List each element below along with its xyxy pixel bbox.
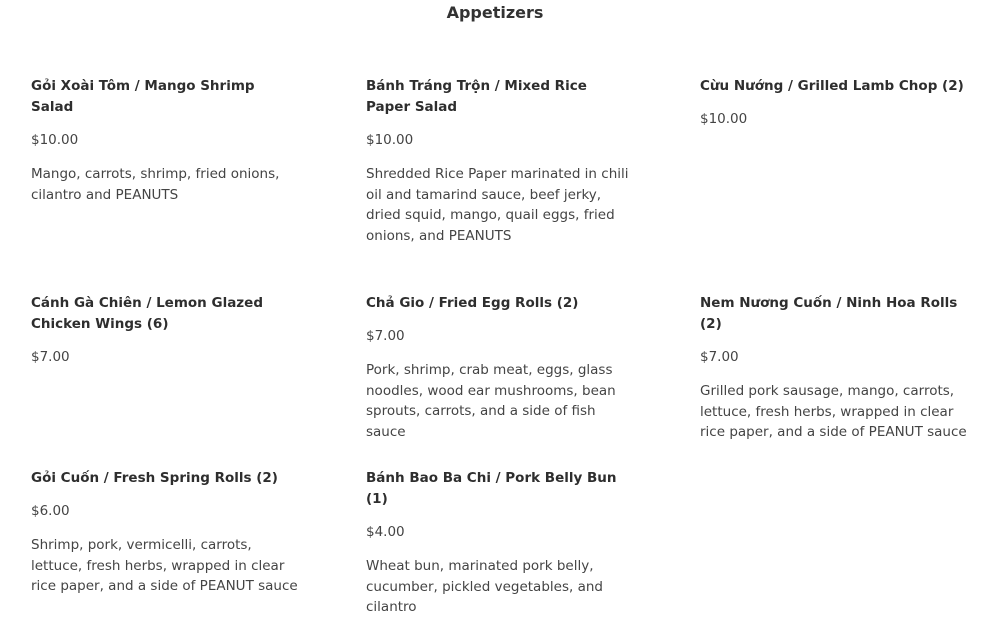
item-description: Shrimp, pork, vermicelli, carrots, lettuce, fresh herbs, wrapped in clear rice paper, and a side of PEANUT sauce bbox=[31, 537, 298, 595]
item-price: $10.00 bbox=[366, 132, 414, 148]
menu-item bbox=[366, 468, 634, 618]
item-price: $4.00 bbox=[366, 524, 405, 540]
item-description: Shredded Rice Paper marinated in chili oil and tamarind sauce, beef jerky, dried squid, mango, quail eggs, fried onions, and PEANUTS bbox=[366, 166, 629, 245]
item-price: $7.00 bbox=[700, 349, 739, 365]
item-price: $6.00 bbox=[31, 503, 70, 519]
item-description: Pork, shrimp, crab meat, eggs, glass noodles, wood ear mushrooms, bean sprouts, carrots, and a side of fish sauce bbox=[366, 362, 616, 441]
item-name: Cánh Gà Chiên / Lemon Glazed Chicken Wings (6) bbox=[31, 295, 263, 332]
item-name: Bánh Bao Ba Chi / Pork Belly Bun (1) bbox=[366, 470, 617, 507]
section-title: Appetizers bbox=[446, 3, 544, 22]
item-name: Chả Gio / Fried Egg Rolls (2) bbox=[366, 295, 579, 311]
item-price: $7.00 bbox=[31, 349, 70, 365]
item-name: Gỏi Cuốn / Fresh Spring Rolls (2) bbox=[31, 470, 278, 486]
item-name: Nem Nương Cuốn / Ninh Hoa Rolls (2) bbox=[700, 295, 958, 332]
item-description: Grilled pork sausage, mango, carrots, lettuce, fresh herbs, wrapped in clear rice paper, and a side of PEANUT sauce bbox=[700, 383, 967, 441]
menu-item bbox=[700, 293, 968, 443]
menu-item bbox=[31, 468, 299, 597]
menu-item bbox=[366, 293, 634, 443]
item-price: $7.00 bbox=[366, 328, 405, 344]
menu-item bbox=[700, 76, 968, 129]
item-name: Gỏi Xoài Tôm / Mango Shrimp Salad bbox=[31, 78, 255, 115]
item-price: $10.00 bbox=[31, 132, 79, 148]
item-name: Cừu Nướng / Grilled Lamb Chop (2) bbox=[700, 78, 964, 94]
item-name: Bánh Tráng Trộn / Mixed Rice Paper Salad bbox=[366, 78, 587, 115]
item-description: Mango, carrots, shrimp, fried onions, cilantro and PEANUTS bbox=[31, 166, 280, 203]
item-description: Wheat bun, marinated pork belly, cucumber, pickled vegetables, and cilantro bbox=[366, 558, 603, 616]
menu-item bbox=[366, 76, 634, 247]
menu-item bbox=[31, 293, 299, 367]
menu-item bbox=[31, 76, 299, 205]
item-price: $10.00 bbox=[700, 111, 748, 127]
